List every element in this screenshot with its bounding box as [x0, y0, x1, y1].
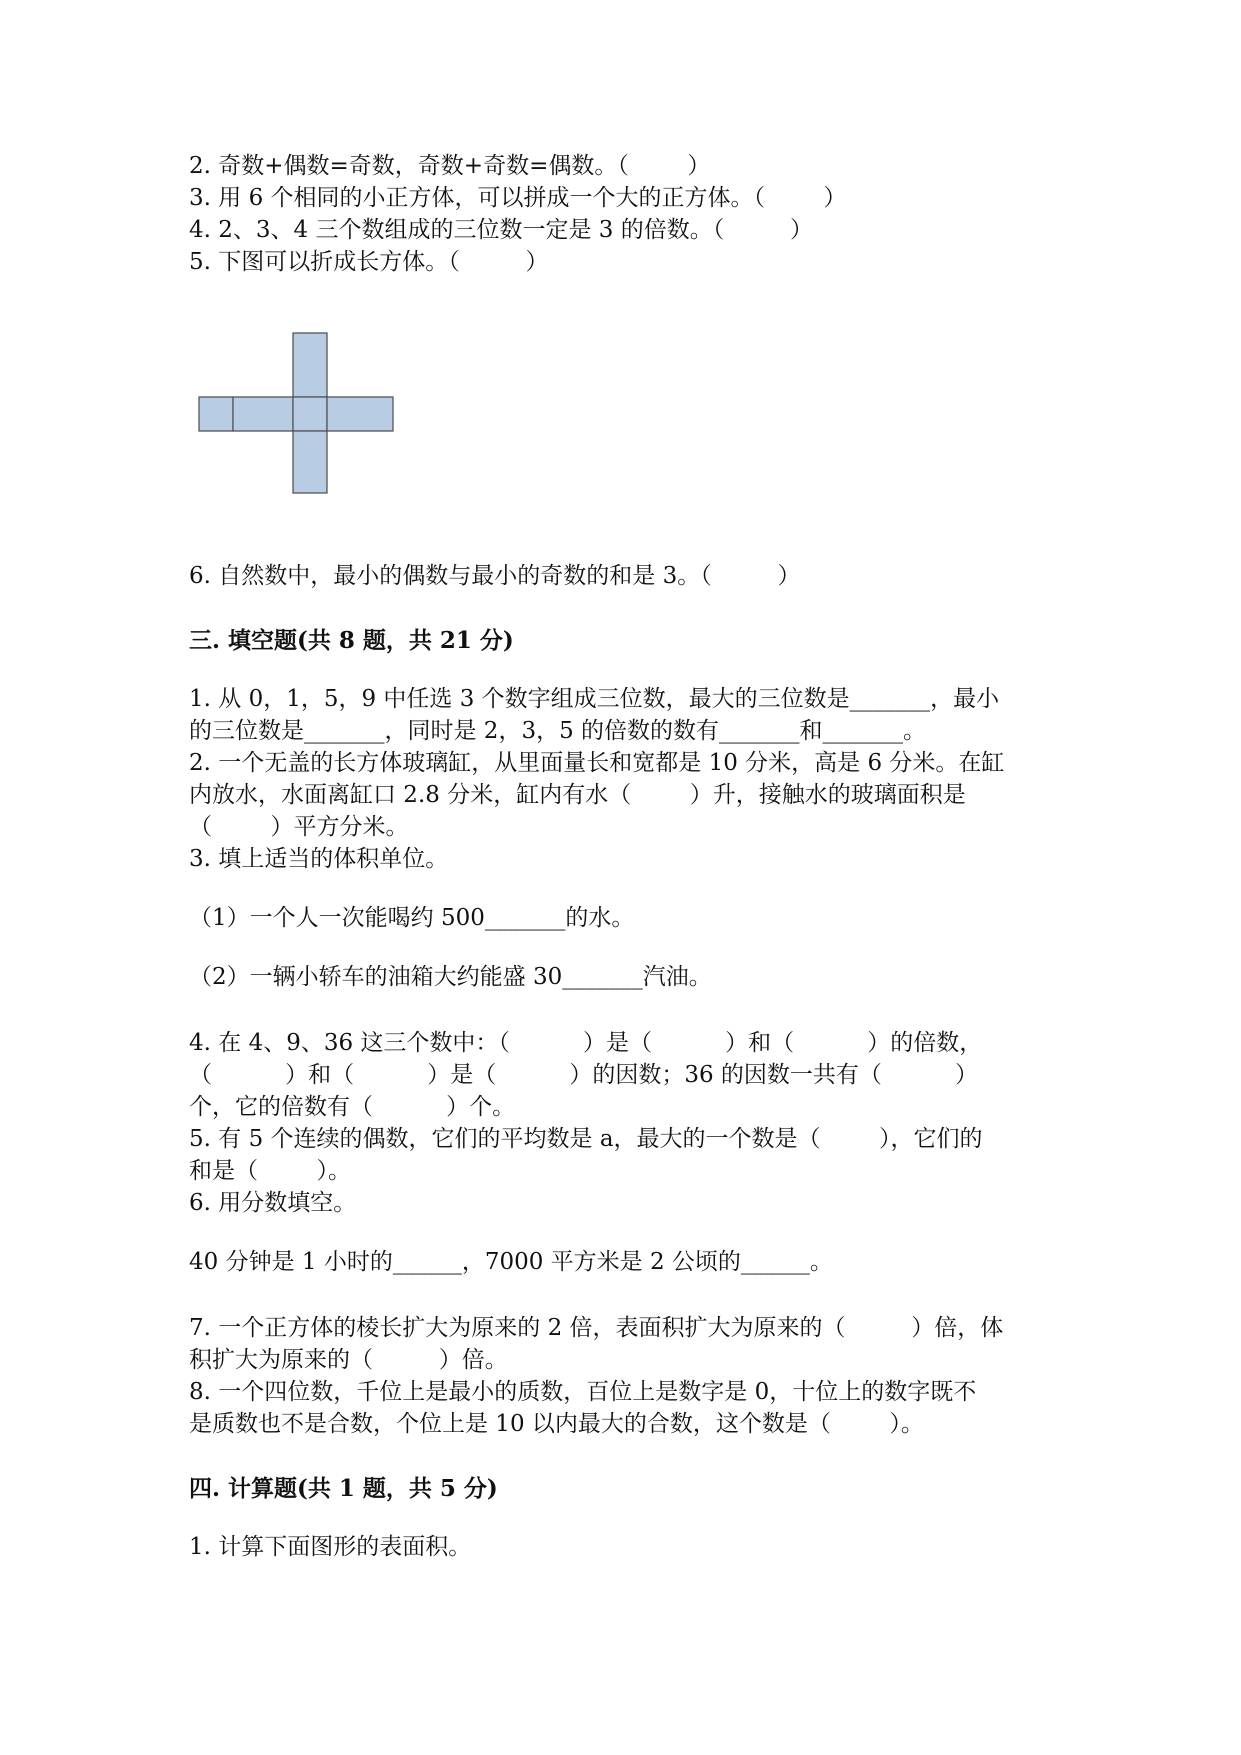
fill-q7-line1: 7. 一个正方体的棱长扩大为原来的 2 倍，表面积扩大为原来的（ ）倍，体 — [189, 1315, 1004, 1341]
net-face-top — [293, 333, 327, 397]
fill-q3-sub2: （2）一辆小轿车的油箱大约能盛 30_______汽油。 — [189, 964, 712, 990]
section-title-fill-blank: 三. 填空题(共 8 题，共 21 分) — [189, 627, 514, 654]
fill-q1-line2: 的三位数是_______，同时是 2，3，5 的倍数的数有_______和_______。 — [189, 718, 927, 744]
cuboid-net-figure — [198, 332, 394, 494]
fill-q5-line1: 5. 有 5 个连续的偶数，它们的平均数是 a，最大的一个数是（ ），它们的 — [189, 1126, 983, 1152]
fill-q6-title: 6. 用分数填空。 — [189, 1190, 357, 1216]
net-face-center — [293, 397, 327, 431]
net-face-right — [327, 397, 393, 431]
judgement-item-4: 4. 2、3、4 三个数组成的三位数一定是 3 的倍数。（ ） — [189, 217, 814, 243]
judgement-item-6: 6. 自然数中，最小的偶数与最小的奇数的和是 3。（ ） — [189, 563, 801, 589]
section-title-calculation: 四. 计算题(共 1 题，共 5 分) — [189, 1475, 498, 1502]
fill-q2-line3: （ ）平方分米。 — [189, 814, 409, 840]
judgement-item-3: 3. 用 6 个相同的小正方体，可以拼成一个大的正方体。（ ） — [189, 185, 847, 211]
fill-q4-line2: （ ）和（ ）是（ ）的因数；36 的因数一共有（ ） — [189, 1062, 979, 1088]
fill-q2-line2: 内放水，水面离缸口 2.8 分米，缸内有水（ ）升，接触水的玻璃面积是 — [189, 782, 966, 808]
fill-q4-line1: 4. 在 4、9、36 这三个数中：（ ）是（ ）和（ ）的倍数， — [189, 1030, 983, 1056]
fill-q3-sub1: （1）一个人一次能喝约 500_______的水。 — [189, 905, 635, 931]
judgement-item-5: 5. 下图可以折成长方体。（ ） — [189, 249, 549, 275]
net-face-left — [233, 397, 293, 431]
fill-q6-body: 40 分钟是 1 小时的______，7000 平方米是 2 公顷的______。 — [189, 1249, 833, 1275]
judgement-item-2: 2. 奇数+偶数=奇数，奇数+奇数=偶数。（ ） — [189, 153, 711, 179]
net-face-left-end — [199, 397, 233, 431]
fill-q5-line2: 和是（ ）。 — [189, 1158, 351, 1184]
fill-q3-title: 3. 填上适当的体积单位。 — [189, 846, 449, 872]
calc-q1: 1. 计算下面图形的表面积。 — [189, 1534, 472, 1560]
fill-q4-line3: 个，它的倍数有（ ）个。 — [189, 1094, 516, 1120]
fill-q2-line1: 2. 一个无盖的长方体玻璃缸，从里面量长和宽都是 10 分米，高是 6 分米。在缸 — [189, 750, 1005, 776]
fill-q7-line2: 积扩大为原来的（ ）倍。 — [189, 1347, 508, 1373]
fill-q8-line1: 8. 一个四位数，千位上是最小的质数，百位上是数字是 0，十位上的数字既不 — [189, 1379, 977, 1405]
fill-q1-line1: 1. 从 0，1，5，9 中任选 3 个数字组成三位数，最大的三位数是_______，最小 — [189, 686, 1000, 712]
net-face-bottom — [293, 431, 327, 493]
fill-q8-line2: 是质数也不是合数，个位上是 10 以内最大的合数，这个数是（ ）。 — [189, 1411, 924, 1437]
